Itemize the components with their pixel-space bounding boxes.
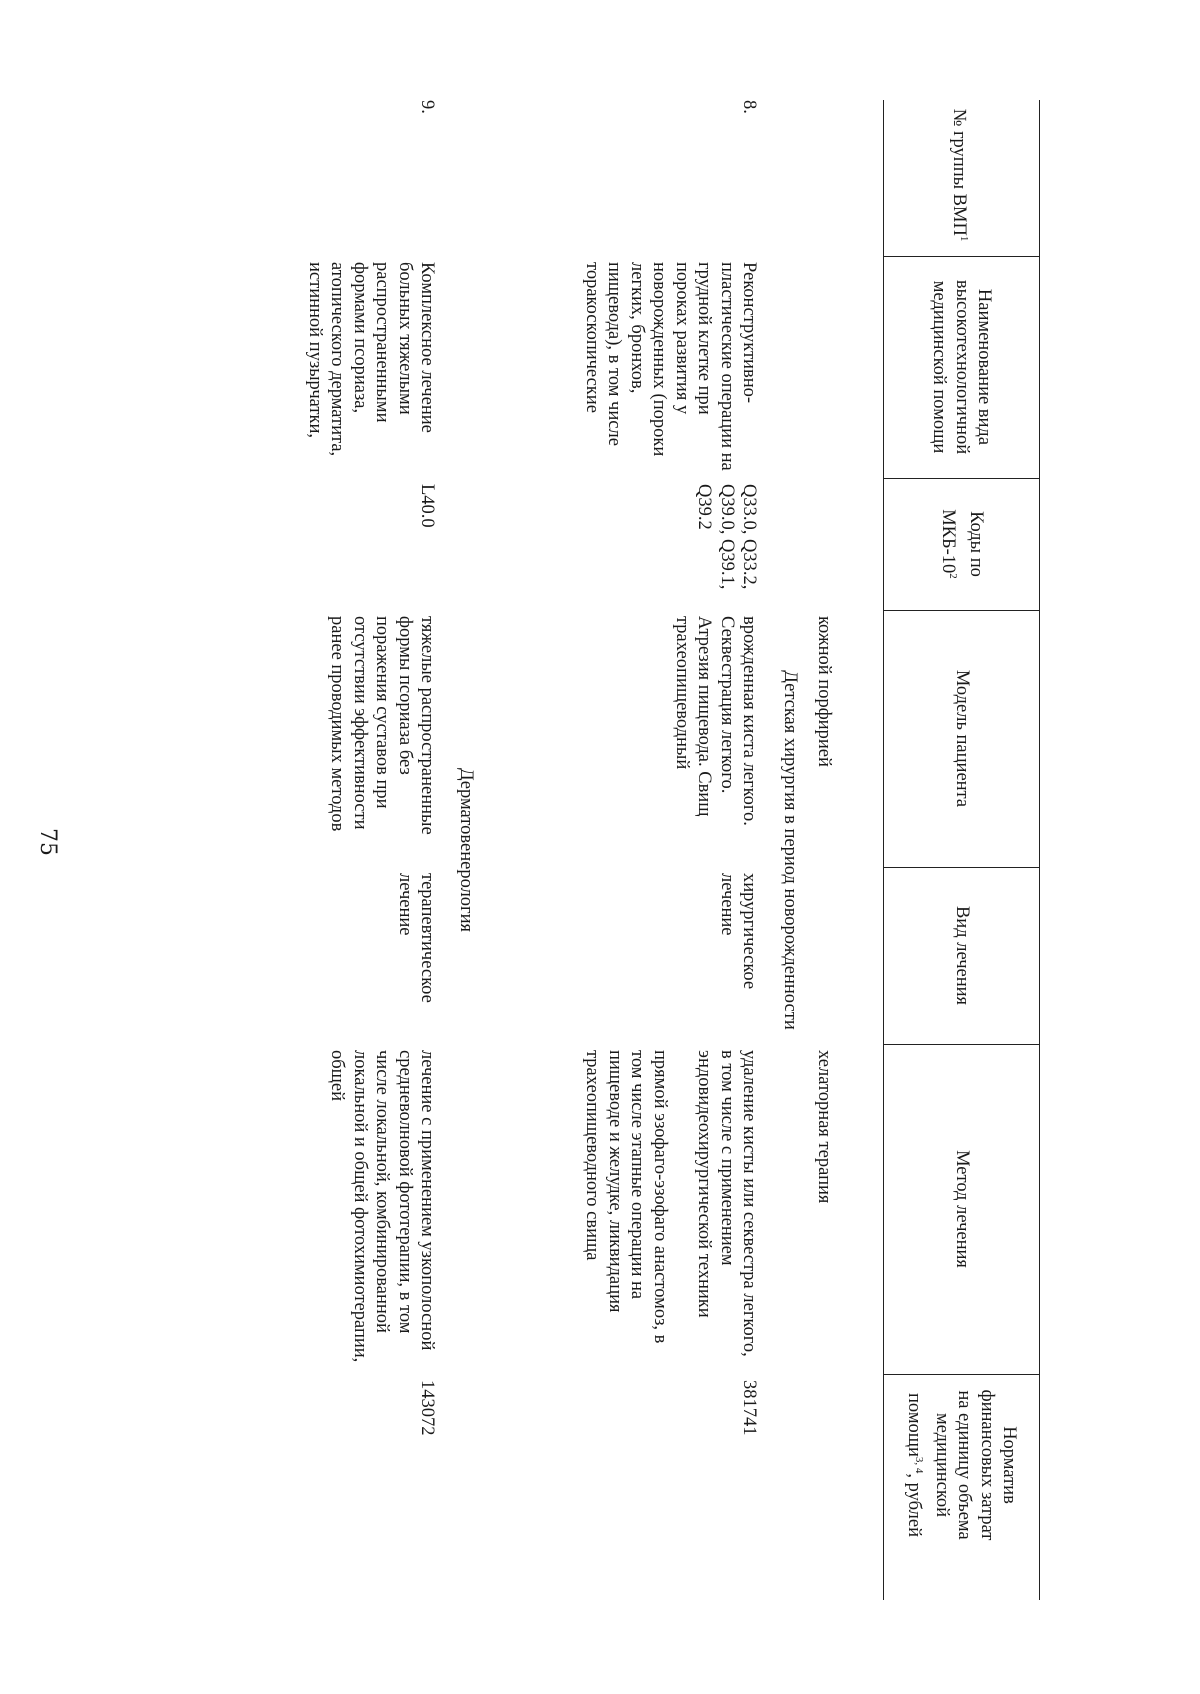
header-codes — [884, 484, 1039, 604]
rotated-table — [80, 100, 1040, 1600]
row-8-method-2: прямой эзофаго-эзофаго анастомоз, в том числе этапные операции на пищеводе и желудке, ликвидация трахеопищеводного свища — [582, 1050, 670, 1344]
header-model-text: Модель пациента — [951, 669, 972, 808]
continuation-model: кожной порфирией — [814, 616, 834, 767]
footnote-mark: 2 — [947, 573, 960, 579]
row-9-norm: 143072 — [417, 1380, 438, 1436]
header-method — [884, 1050, 1039, 1368]
table-row-9 — [304, 100, 445, 1600]
row-8-codes: Q33.0, Q33.2, Q39.0, Q39.1, Q39.2 — [694, 484, 760, 590]
table-header — [883, 100, 1040, 1600]
row-8-name: Реконструктивно-пластические операции на грудной клетке при пороках развития у новорожденных (пороки легких, бронхов, пищевода), в том числе торакоскопические — [582, 262, 760, 471]
header-codes-text: Коды по МКБ-10 — [937, 509, 986, 577]
row-9-codes: L40.0 — [417, 484, 438, 528]
header-norm-tail: , рублей — [904, 1473, 925, 1537]
header-treatment-type — [884, 873, 1039, 1038]
footnote-mark: 1 — [958, 235, 971, 242]
row-8-model: врожденная киста легкого. Секвестрация легкого. Атрезия пищевода. Свищ трахеопищеводный — [672, 616, 760, 826]
row-9-number: 9. — [417, 100, 438, 114]
row-8-treatment-type: хирургическое лечение — [717, 873, 760, 990]
header-method-text: Метод лечения — [951, 1150, 972, 1268]
row-8-number: 8. — [739, 100, 760, 114]
section-title-pediatric-surgery: Детская хирургия в период новорожденности — [780, 670, 801, 1030]
header-treatment-type-text: Вид лечения — [951, 905, 972, 1006]
row-9-method: лечение с применением узкополосной средневолновой фототерапии, в том числе локальной, комбинированной локальной и общей фотохимиотерапии, общей — [327, 1050, 438, 1363]
row-9-model: тяжелые распространенные формы псориаза без поражения суставов при отсутствии эффективности ранее проводимых методов — [327, 616, 438, 835]
header-name — [884, 262, 1039, 472]
header-model — [884, 616, 1039, 861]
page-number: 75 — [35, 828, 60, 856]
header-norm — [884, 1380, 1039, 1550]
table-row-8 — [581, 100, 769, 1600]
continuation-method: хелаторная терапия — [814, 1050, 834, 1204]
row-8-methods — [581, 1050, 761, 1368]
row-8-norm: 381741 — [739, 1380, 760, 1436]
header-group-no — [884, 100, 1039, 250]
row-9-treatment-type: терапевтическое лечение — [395, 873, 438, 1003]
header-group-no-text: № группы ВМП — [949, 108, 970, 236]
continuation-row — [813, 100, 884, 1600]
header-name-text: Наименование вида высокотехнологичной медицинской помощи — [929, 279, 995, 455]
row-8-method-1: удаление кисты или секвестра легкого, в том числе с применением эндовидеохирургической техники — [694, 1050, 760, 1357]
section-title-dermatovenereology: Дерматовенерология — [456, 767, 477, 933]
footnote-mark: 3, 4 — [913, 1456, 926, 1474]
header-norm-text: Норматив финансовых затрат на единицу объема медицинской помощи — [904, 1389, 1020, 1541]
row-9-name: Комплексное лечение больных тяжелыми распространенными формами псориаза, атопического дерматита, истинной пузырчатки, — [305, 262, 438, 457]
